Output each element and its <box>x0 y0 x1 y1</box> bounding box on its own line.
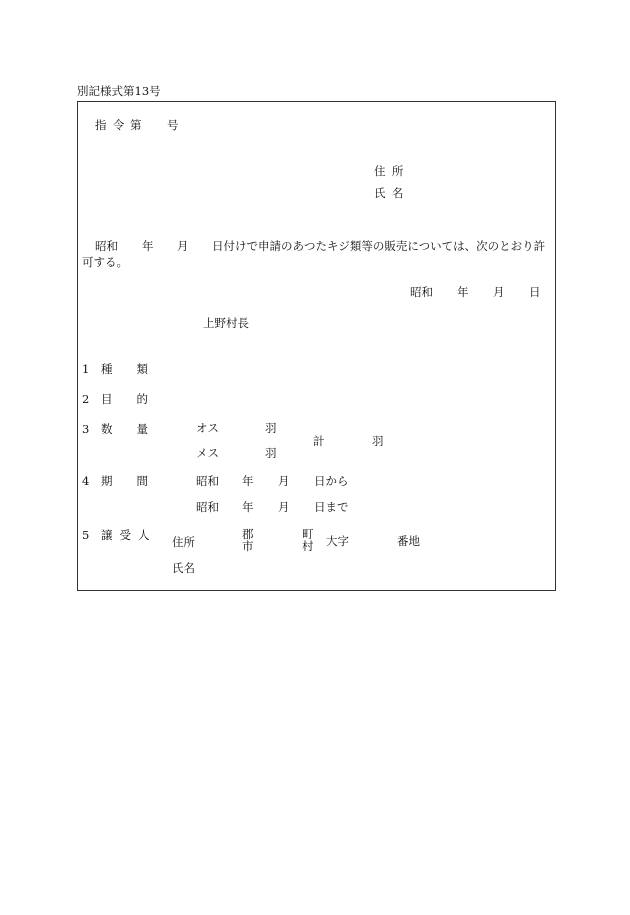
form-box <box>77 101 556 591</box>
form-number: 別記様式第13号 <box>77 84 161 98</box>
period-from-month: 月 <box>278 474 290 488</box>
item-kind-number: 1 <box>82 362 90 376</box>
designation-label: 指令 <box>95 118 131 132</box>
period-to: 日まで <box>314 500 349 514</box>
transferee-name: 氏名 <box>172 561 195 575</box>
machi-label: 町 <box>302 527 314 541</box>
item-period-number: 4 <box>82 474 90 488</box>
period-from-era: 昭和 <box>196 474 219 488</box>
period-from-year: 年 <box>242 474 254 488</box>
number-suffix: 号 <box>167 118 179 132</box>
period-to-month: 月 <box>278 500 290 514</box>
item-purpose-label: 目的 <box>101 392 172 406</box>
item-purpose-number: 2 <box>82 392 90 406</box>
period-to-year: 年 <box>242 500 254 514</box>
quantity-total: 計 <box>313 434 325 448</box>
issuer: 上野村長 <box>203 316 249 330</box>
date-month: 月 <box>493 285 505 299</box>
date-year: 年 <box>457 285 469 299</box>
quantity-male: オス <box>196 421 219 435</box>
body-year: 年 <box>142 239 154 253</box>
item-quantity-number: 3 <box>82 422 90 436</box>
quantity-female: メス <box>196 446 219 460</box>
name-label: 氏名 <box>374 186 410 200</box>
period-to-era: 昭和 <box>196 500 219 514</box>
oaza-label: 大字 <box>326 534 349 548</box>
body-text-line2: 可する。 <box>82 255 128 269</box>
body-era: 昭和 <box>95 239 118 253</box>
item-transferee-number: 5 <box>82 528 90 542</box>
quantity-male-unit: 羽 <box>265 421 277 435</box>
shi-label: 市 <box>242 539 254 554</box>
mura-label: 村 <box>302 539 314 554</box>
item-period-label: 期間 <box>101 474 172 488</box>
period-from: 日から <box>314 474 349 488</box>
body-month: 月 <box>177 239 189 253</box>
item-quantity-label: 数量 <box>101 422 172 436</box>
quantity-female-unit: 羽 <box>265 446 277 460</box>
quantity-total-unit: 羽 <box>372 434 384 448</box>
item-kind-label: 種類 <box>101 362 172 376</box>
machi-mura-stack <box>302 528 314 552</box>
body-text-line1: 日付けで申請のあつたキジ類等の販売については、次のとおり許 <box>212 239 546 253</box>
banchi-label: 番地 <box>397 534 420 548</box>
gun-shi-stack <box>242 528 254 552</box>
address-label: 住所 <box>374 164 410 178</box>
gun-label: 郡 <box>242 527 254 541</box>
number-label: 第 <box>130 118 142 132</box>
date-day: 日 <box>529 285 541 299</box>
item-transferee-label: 譲受人 <box>101 528 157 542</box>
transferee-address: 住所 <box>172 535 195 549</box>
date-era: 昭和 <box>410 285 433 299</box>
